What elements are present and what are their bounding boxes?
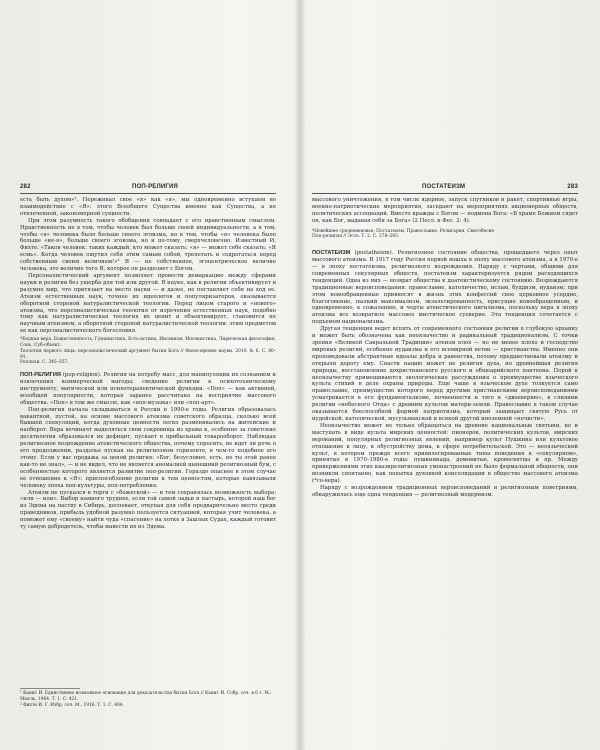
right-page	[300, 0, 590, 750]
right-page-body	[312, 197, 578, 499]
paragraph: Атеизм не пускался в торги с «божеской» — и тем сохранялась возможность выбора: «или — или». Выбор намного труднее, если той самой ладьи и пастырь, которой наш бог из Эдема на паству в Сибирь, доспевает, откупая для себя предварительно место среди праведников, прибыль удобной разумно пользуется ситуацией, которая учит человека, а поможет ему «своему» найти чуда «спасение» на лотке в Зашлых Судах, каждый готовит ту самую добродетель, чтобы вывести их из Эдема.	[20, 489, 276, 531]
left-page	[0, 0, 290, 750]
left-page-body	[20, 197, 276, 531]
dictionary-entry-intro	[20, 372, 276, 407]
left-page-number: 282	[20, 184, 31, 190]
entry-term: ПОП-РЕЛИГИЯ	[20, 372, 61, 379]
entry-text: (postatheism). Религиозное состояние общества, прошедшего через опыт массового атеизма. В 1917 году Россия первой вошла в эпоху массового атеизма, а в 1970-е — в эпоху постатеизма, религиозного возрождения. Наряду с чертами, общими для современных секулярных обществ, постатеизм характеризуется рядом расходящихся тенденций. Одна из них — возврат общества к доатеистическому состоянию. Возрождаются традиционные вероисповедания: православие, католичество, ислам, буддизм, иудаизм; при этом новообращенные привносят в жизнь этих конфессий свое церковное усердие, благоговение, пылкий максимализм, экзальтированность, присущие новообращенным, и одновременно, к сожалению, и черты атеистического нигилизма, поскольку вера в эпоху атеизма все возвратило массовое мистическое суеверие. Эта тенденция сочетается с подъемом национализма.	[312, 250, 578, 326]
entry-text: (pop-religion). Религия на потребу масс, для манипуляции их сознанием и извлечения коммерческой выгоды; сведение религии к психотехническому инструменту, магической или психотерапевтической функции. «Поп» — как активной, всеобщей популярности, которая заранее рассчитана на восприятие массового общества. «Поп» в том же смысле, как «поп-музыка» или «поп-арт».	[20, 372, 276, 406]
paragraph: Неоязычество может не только обращаться на древние национальные святыни, но и выступать в виде культа мирских ценностей: пионеров, политических культов, мирских верований, популярных религиозных явлений, например культ Пушкина или культовое отношение к лицу, к обустройству дома, к сфере потребительской. Это — неоязыческий культ, в котором прежде всего привилегированные типы поведения в «секулярном», принятые в 1970–1980-е годы: пушкиниада, домовитые, кровосвятцы и пр. Между привержениями этих квазирелигиозных умонастроений не было формальной общности, они возникли спонтанно, как попытка духовной консолидации в обществе массового атеизма (*со-вера).	[312, 422, 578, 485]
footnote: ¹ Канит И. Единственно возможное основание для доказательства бытия Бога // Канит И. Собр. соч. в 6 т. М.: Мысль, 1964. Т. 1. С. 421.	[20, 691, 272, 702]
paragraph: Наряду с возрождением традиционных вероисповеданий и религиозным поветриями, обнаружилась еще одна тенденция — религиозный модернизм.	[312, 485, 578, 498]
cross-reference-block: *Новейшее средневековье, Постатеизм, Православие, Религария, Святобесие Поп-религия // Эссе. Т. 2. С. 278–283.	[312, 228, 495, 240]
left-running-header	[20, 182, 276, 194]
footnotes	[20, 688, 276, 708]
dictionary-entry-intro	[312, 250, 578, 326]
left-running-head: ПОП-РЕЛИГИЯ	[132, 184, 179, 190]
paragraph: есть быть духом»¹. Переживал свое «я» как «я», мы одновременно вступаем во взаимодействие с «Я»: этого Всеобщего Существа именно как Существа, а не отвлеченной, закономерной сущности.	[20, 197, 276, 217]
paragraph: Персоналистический аргумент позволяет провести демаркацию между сферами науки и религии без ущерба для той или другой. В науке, как в религии объективирует и разумно мир, что притязает на место науки — и далее, не поставляет себя на ход ее. Атеизм естественных наук, точнее их идеологов и популяризаторов, оказывается оборотной стороной натуралистической теологии. Перед лицом старого и «нового» атеизма, что персоналистическая теология от изречения естественных наук, подобно тому как натуралистическая теология их ценит и объективирует, становится не научным атеизмом, а оборотной стороной натуралистической теологии: этим предметом ее как персоналистического богословия.	[20, 272, 276, 335]
right-page-number: 283	[567, 184, 578, 190]
entry-term: ПОСТАТЕИЗМ	[312, 250, 351, 257]
right-running-header	[312, 182, 578, 194]
paragraph: массового уничтожения, в том числе ядерное, запуск спутников и ракет, спортивные игры, военно-патриотические мероприятия, заседают на мероприятиях акционерных обществ, политических ассоциаций. Вместо вражды с Богом — подмена Бога: «В храме Божием сядет он, как Бог, выдавая себя за Бога» (2 Посл. к Фес. 2: 4).	[312, 197, 578, 224]
footnote: ² Фихте И. Г. Избр. соч. М., 1916. Т. 1. С. 404.	[20, 702, 124, 708]
right-running-head: ПОСТАТЕИЗМ	[422, 184, 466, 190]
cross-reference-block: *Бедная вера. Божественность, Гуманистика, Есть-истина, Иисекизм, Ипсекистика, Лирическая философия, Сонь, Суб-объект. Теология первого лица: персоналистический аргумент бытия Бога // Философские науки. 2010. № 6. С. 80–91. Реллизи. С. 345–357.	[20, 337, 276, 366]
paragraph: Другая тенденция ведет вспять от современного состояния религии в глубокую архаику и может быть обозначена как неоязычество и радикальный традиционализм. С точки зрения «Великой Сакральной Традиции» атеизм плох — но не менее плохо и господство мировых религий, особенно иудаизма и его всемирной ветви — христианства. Именно они проповедовали абстрактные идеалы добра и равенства, потому предшествовали атеизму и открыли дорогу ему. Спасти нацию может не религия духа, но древнейшая религия природы, восстановление дохристианского русского и общеарийского пантеона. Порой к неоязычеству примешиваются экологические рассуждения о преимуществе языческого культа стихий в деле охраны природы. Еще чаще в языческом духе толкуется само православие, преимущество которого перед другими христианскими вероисповеданиями усматривается в его фундаментализме, почвенности и тяге к «двоеверию», в слиянии религии «небесного Отца» с древним культом матери-земли. Православие в таком случае оказывается боеспособной формой патриотизма, который защищает святую Русь от иудейской, католической, мусульманской и всякой другой иноземной «нечисти».	[312, 326, 578, 422]
paragraph: Поп-религия начала складываться в России в 1990-е годы. Религия образовалась вакантной, пустой, на основе массового атеизма советского образца, сколько всей бывшей спекуляций, когда духовные ценности легко разменивались на житейские и наоборот. Вера вечиначт выделяться свои сокровища из храма к, особенно за советские десятилетия образовался их дефицит, пускает в прибыльный товарооборот. Наблюдая религиозное возрождение атеистического общества, почему спросить, не идет ли речь о его продолжении, раздолье пуская на религиозном горизонте, в чем-то подобное его этому. Если у вас продажа за ценой религия: «Бог, безусловно, есть, но ты этой ранее как-то не знал», — и не видел, что не является аномалией нынешний религиозный бум, с особенностью которого является развитие поп-религии. Гораздо опаснее в этом случае ее отношение к «Я»: приспособление религии к тем ценностям, которые навязывали человеку эпоха поп-культуры, поп-потребления.	[20, 406, 276, 489]
paragraph: При этом разумность такого обобщения совпадает с его нравственным смыслом. Нравственность не в том, чтобы человек был больше своей индивидуальности, а в том, чтобы «я» человека было больше своего эгоизма, но в том, чтобы «я» человека было больше «не-я», больше своего эгоизма, но и по-тому, сверхчеловечно. Известный И. Фихте: «Таков человек: таких каждый, кто может сказать: «я» — может себе сказать: «Я есмь». Когда человек ощутил себя этим самым собой, трепетать и содрогаться перед собственным своим величием!»² Я — не собственное, эгоцентрическое величие человека, это величие того Я, которое он разделяет с Богом.	[20, 217, 276, 273]
